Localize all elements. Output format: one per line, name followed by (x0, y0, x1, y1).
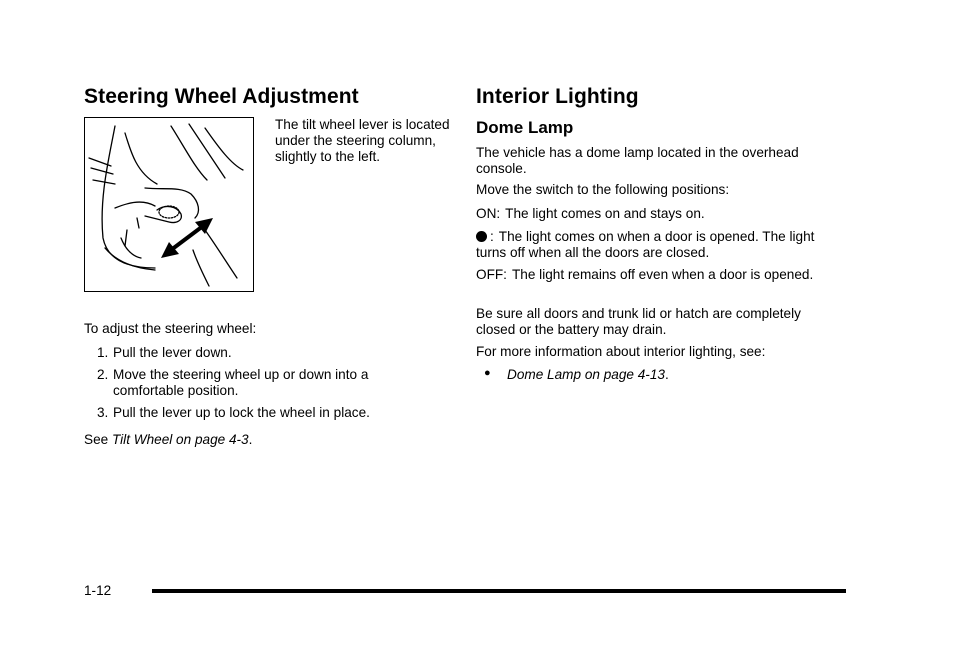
door-text: The light comes on when a door is opened. The light turns off when all the doors are closed. (476, 229, 815, 260)
door-label: : (490, 229, 494, 244)
footer-divider (152, 589, 846, 593)
figure-caption: The tilt wheel lever is located under the steering column, slightly to the left. (275, 117, 450, 164)
door-position (476, 229, 831, 261)
see-prefix: See (84, 432, 109, 447)
off-text: The light remains off even when a door is opened. (511, 267, 814, 282)
step-number: 2. (97, 367, 109, 382)
step-text: Pull the lever down. (113, 345, 232, 360)
subheading-dome-lamp: Dome Lamp (476, 118, 574, 137)
step-text: Move the steering wheel up or down into a comfortable position. (113, 367, 369, 398)
see-reference (84, 432, 252, 448)
step-number: 3. (97, 405, 109, 420)
on-text: The light comes on and stays on. (505, 206, 705, 221)
steering-lever-drawing (85, 118, 252, 290)
page-number: 1-12 (84, 583, 112, 598)
section-heading-steering: Steering Wheel Adjustment (84, 85, 359, 108)
step-number: 1. (97, 345, 109, 360)
reference-list (476, 367, 831, 383)
dome-lamp-description: The vehicle has a dome lamp located in the overhead console. (476, 145, 799, 176)
door-position-icon (476, 231, 487, 242)
section-heading-interior-lighting: Interior Lighting (476, 85, 639, 108)
bullet-icon: ● (484, 367, 491, 379)
dome-lamp-link[interactable]: Dome Lamp on page 4-13 (507, 367, 665, 382)
list-item (84, 345, 424, 361)
list-item (84, 367, 424, 399)
tilt-wheel-link[interactable]: Tilt Wheel on page 4-3 (111, 432, 249, 447)
off-label: OFF: (476, 267, 507, 282)
battery-warning: Be sure all doors and trunk lid or hatch are completely closed or the battery may drain. (476, 306, 801, 337)
step-text: Pull the lever up to lock the wheel in place. (113, 405, 370, 420)
on-position (476, 206, 831, 222)
adjust-steps-list (84, 345, 424, 427)
off-position (476, 267, 831, 283)
bullet-suffix: . (664, 367, 669, 382)
list-item (84, 405, 424, 421)
steering-lever-illustration (84, 117, 254, 292)
more-info-intro: For more information about interior lighting, see: (476, 344, 766, 359)
adjust-intro: To adjust the steering wheel: (84, 321, 257, 336)
list-item (476, 367, 831, 383)
on-label: ON: (476, 206, 501, 221)
switch-positions-intro: Move the switch to the following positions: (476, 182, 730, 197)
see-suffix: . (248, 432, 253, 447)
